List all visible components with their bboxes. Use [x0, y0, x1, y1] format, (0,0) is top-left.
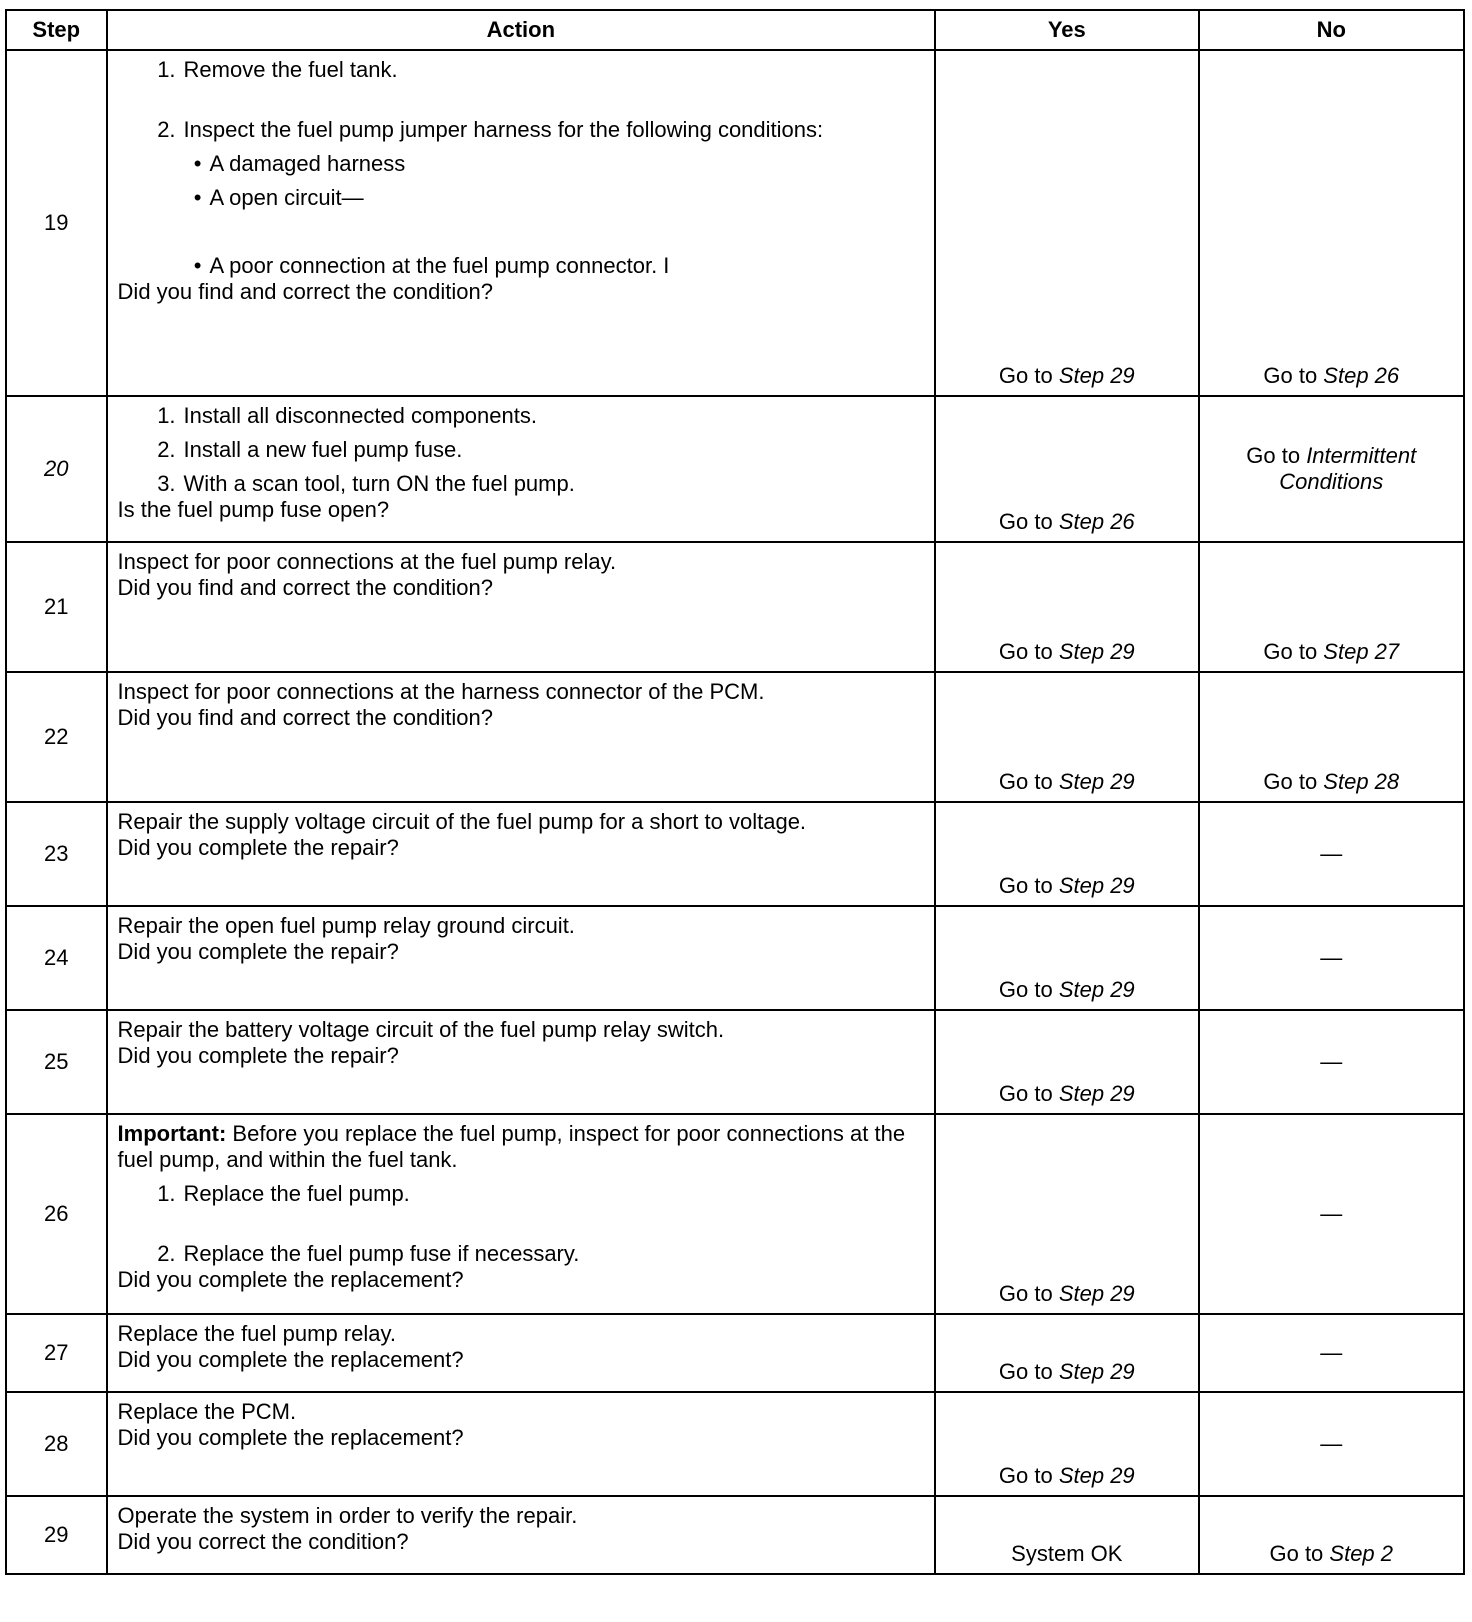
- step-link: Step 26: [1058, 509, 1135, 534]
- step-number: 22: [6, 672, 107, 802]
- question-text: Did you complete the replacement?: [117, 1267, 464, 1292]
- step-link: Step 2: [1329, 1541, 1394, 1566]
- step-number: 21: [6, 542, 107, 672]
- table-row-26: [6, 1114, 1464, 1314]
- table-row-23: [6, 802, 1464, 906]
- action-cell: [107, 672, 936, 802]
- no-cell: Go to Step 28: [1199, 672, 1464, 802]
- dash-icon: —: [1320, 1201, 1343, 1226]
- step-number: 26: [6, 1114, 107, 1314]
- action-cell: [107, 1392, 936, 1496]
- step-link: Step 29: [1058, 363, 1135, 388]
- table-row-28: [6, 1392, 1464, 1496]
- step-number: 25: [6, 1010, 107, 1114]
- list-item: 2. Inspect the fuel pump jumper harness for the following conditions:: [157, 117, 824, 142]
- action-cell: [107, 906, 936, 1010]
- action-cell: [107, 802, 936, 906]
- list-item: 2. Install a new fuel pump fuse.: [157, 437, 463, 462]
- action-text: Repair the battery voltage circuit of the fuel pump relay switch.: [117, 1017, 725, 1042]
- step-number: 29: [6, 1496, 107, 1574]
- important-note: Important: Before you replace the fuel pump, inspect for poor connections at the fuel pump, and within the fuel tank.: [117, 1121, 906, 1172]
- question-text: Did you correct the condition?: [117, 1529, 409, 1554]
- dash-icon: —: [1320, 945, 1343, 970]
- yes-cell: Go to Step 29: [935, 542, 1198, 672]
- step-number: 19: [6, 50, 107, 396]
- yes-cell: Go to Step 29: [935, 1392, 1198, 1496]
- action-cell: [107, 542, 936, 672]
- action-cell: [107, 1496, 936, 1574]
- step-link: Step 29: [1058, 873, 1135, 898]
- no-cell: [1199, 1114, 1464, 1314]
- table-row-19: [6, 50, 1464, 396]
- table-row-24: [6, 906, 1464, 1010]
- no-cell: Go to Step 27: [1199, 542, 1464, 672]
- list-item: 1. Install all disconnected components.: [157, 403, 537, 428]
- list-item: 3. With a scan tool, turn ON the fuel pump.: [157, 471, 575, 496]
- yes-cell: Go to Step 29: [935, 1010, 1198, 1114]
- no-cell: [1199, 906, 1464, 1010]
- no-cell: [1199, 1392, 1464, 1496]
- no-cell: Go to Intermittent Conditions: [1199, 396, 1464, 542]
- yes-cell: Go to Step 29: [935, 906, 1198, 1010]
- step-link: Step 29: [1058, 977, 1135, 1002]
- yes-cell: [935, 1496, 1198, 1574]
- table-row-27: [6, 1314, 1464, 1392]
- no-cell: [1199, 1010, 1464, 1114]
- question-text: Did you complete the repair?: [117, 939, 399, 964]
- action-text: Replace the PCM.: [117, 1399, 297, 1424]
- question-text: Did you complete the replacement?: [117, 1347, 464, 1372]
- list-item: 1. Remove the fuel tank.: [157, 57, 398, 82]
- step-number: 20: [6, 396, 107, 542]
- action-text: Repair the supply voltage circuit of the fuel pump for a short to voltage.: [117, 809, 807, 834]
- action-cell: [107, 1010, 936, 1114]
- bullet-item: • A poor connection at the fuel pump connector. I: [193, 253, 670, 278]
- intermittent-conditions-link: Intermittent Conditions: [1279, 443, 1417, 494]
- table-row-25: [6, 1010, 1464, 1114]
- question-text: Did you complete the repair?: [117, 1043, 399, 1068]
- header-action: Action: [107, 10, 936, 50]
- question-text: Did you find and correct the condition?: [117, 279, 493, 304]
- step-number: 28: [6, 1392, 107, 1496]
- question-text: Did you find and correct the condition?: [117, 575, 493, 600]
- yes-cell: Go to Step 29: [935, 1114, 1198, 1314]
- step-link: Step 29: [1058, 769, 1135, 794]
- dash-icon: —: [1320, 841, 1343, 866]
- action-text: Operate the system in order to verify the repair.: [117, 1503, 578, 1528]
- step-number: 27: [6, 1314, 107, 1392]
- step-link: Step 27: [1323, 639, 1400, 664]
- yes-cell: Go to Step 29: [935, 802, 1198, 906]
- step-link: Step 29: [1058, 1281, 1135, 1306]
- yes-cell: Go to Step 26: [935, 396, 1198, 542]
- step-number: 24: [6, 906, 107, 1010]
- no-cell: [1199, 1314, 1464, 1392]
- yes-cell: Go to Step 29: [935, 672, 1198, 802]
- step-link: Step 29: [1058, 1081, 1135, 1106]
- question-text: Did you find and correct the condition?: [117, 705, 493, 730]
- action-cell: [107, 1114, 936, 1314]
- dash-icon: —: [1320, 1049, 1343, 1074]
- header-step: Step: [6, 10, 107, 50]
- action-text: Replace the fuel pump relay.: [117, 1321, 396, 1346]
- bullet-item: • A open circuit—: [193, 185, 364, 210]
- list-item: 1. Replace the fuel pump.: [157, 1181, 410, 1206]
- step-link: Step 29: [1058, 1359, 1135, 1384]
- header-no: No: [1199, 10, 1464, 50]
- action-cell: [107, 50, 936, 396]
- header-row: [6, 10, 1464, 50]
- table-row-21: [6, 542, 1464, 672]
- action-text: Inspect for poor connections at the harness connector of the PCM.: [117, 679, 765, 704]
- step-link: Step 29: [1058, 1463, 1135, 1488]
- dash-icon: —: [1320, 1431, 1343, 1456]
- step-link: Step 28: [1323, 769, 1400, 794]
- action-text: Inspect for poor connections at the fuel pump relay.: [117, 549, 617, 574]
- header-yes: Yes: [935, 10, 1198, 50]
- diagnostic-table: [5, 9, 1465, 1575]
- no-cell: [1199, 802, 1464, 906]
- bullet-item: • A damaged harness: [193, 151, 406, 176]
- table-row-29: [6, 1496, 1464, 1574]
- yes-cell: Go to Step 29: [935, 1314, 1198, 1392]
- yes-cell: Go to Step 29: [935, 50, 1198, 396]
- step-number: 23: [6, 802, 107, 906]
- question-text: Did you complete the replacement?: [117, 1425, 464, 1450]
- question-text: Did you complete the repair?: [117, 835, 399, 860]
- table-row-22: [6, 672, 1464, 802]
- action-cell: [107, 1314, 936, 1392]
- step-link: Step 29: [1058, 639, 1135, 664]
- list-item: 2. Replace the fuel pump fuse if necessary.: [157, 1241, 580, 1266]
- system-ok-text: System OK: [1011, 1541, 1123, 1566]
- table-row-20: [6, 396, 1464, 542]
- important-label: Important:: [117, 1121, 227, 1146]
- step-link: Step 26: [1323, 363, 1400, 388]
- dash-icon: —: [1320, 1340, 1343, 1365]
- no-cell: Go to Step 26: [1199, 50, 1464, 396]
- action-text: Repair the open fuel pump relay ground circuit.: [117, 913, 575, 938]
- question-text: Is the fuel pump fuse open?: [117, 497, 390, 522]
- action-cell: [107, 396, 936, 542]
- no-cell: Go to Step 2: [1199, 1496, 1464, 1574]
